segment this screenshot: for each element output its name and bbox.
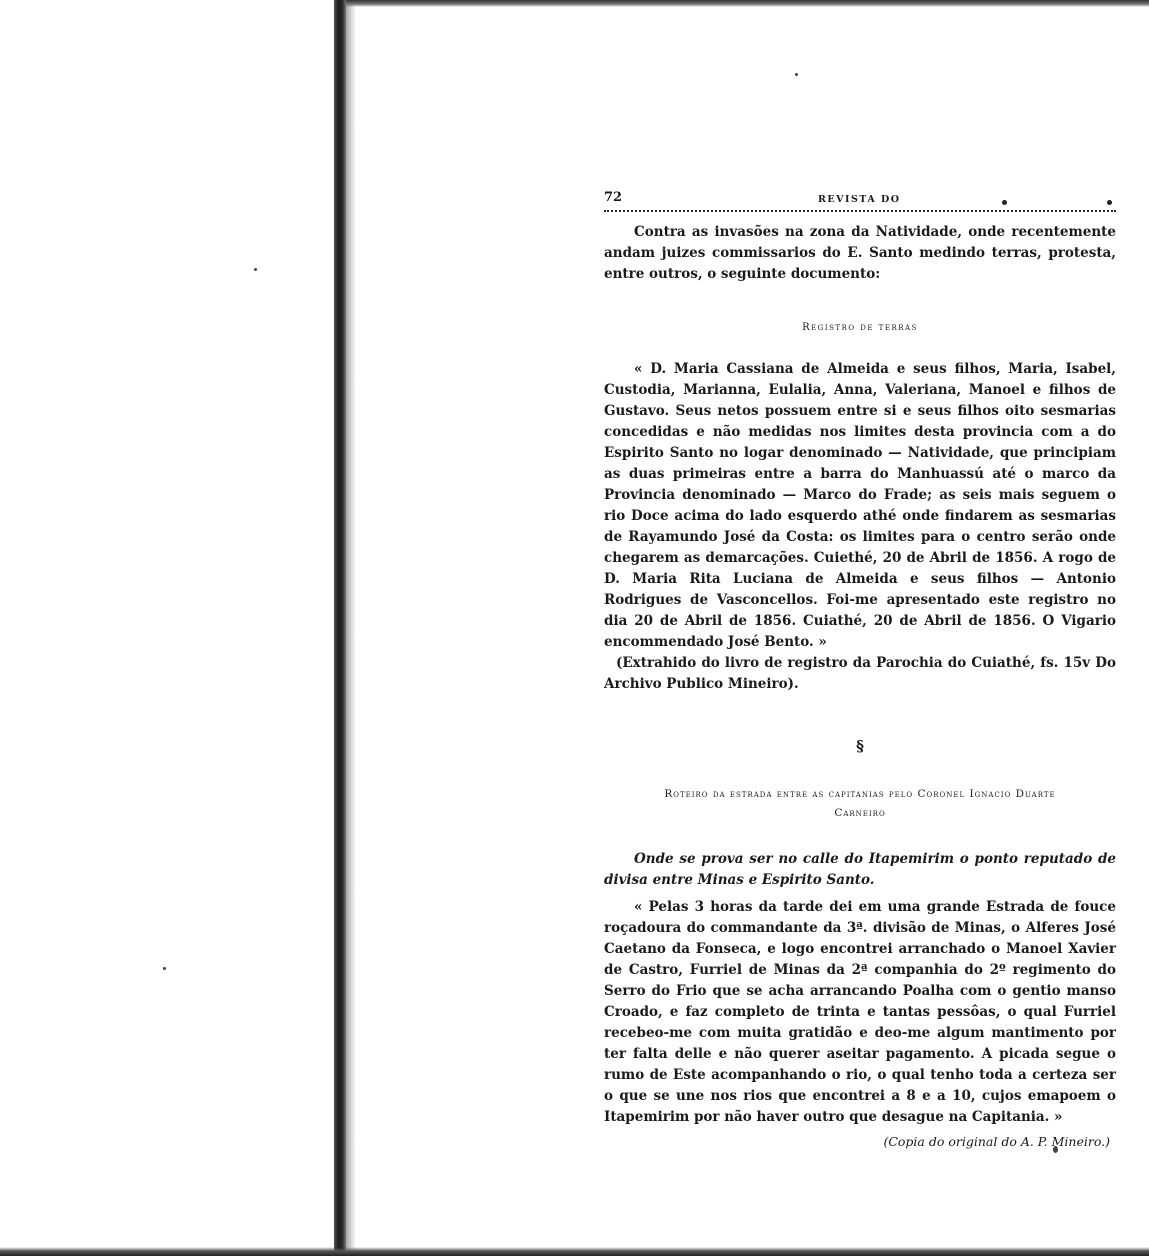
scan-gutter [334,0,346,1256]
header-ornament-dot [1107,200,1112,205]
scan-speck [163,967,166,970]
roteiro-title-line-1: Roteiro da estrada entre as capitanias pelo Coronel Ignacio Duarte [664,788,1056,800]
scan-speck [254,268,257,271]
page-bottom-edge [0,1247,1149,1256]
section-mark: § [856,737,864,755]
scan-speck [795,73,798,76]
page-number: 72 [604,190,623,205]
page-top-edge [346,0,1149,7]
registro-quote: « D. Maria Cassiana de Almeida e seus filhos, Maria, Isabel, Custodia, Marianna, Eulalia, Anna, Valeriana, Manoel e filhos de Gustavo. Seus netos possuem entre si e seus filhos oito sesmarias concedidas e não medidas nos limites desta provincia com a do Espirito Santo no logar denominado — Natividade, que principiam as duas primeiras entre a barra do Manhuassú até o marco da Provincia denominado — Marco do Frade; as seis mais seguem o rio Doce acima do lado esquerdo athé onde findarem as sesmarias de Rayamundo José da Costa: os limites para o centro serão onde chegarem as demarcações. Cuiethé, 20 de Abril de 1856. A rogo de D. Maria Rita Luciana de Almeida e seus filhos — Antonio Rodrigues de Vasconcellos. Foi-me apresentado este registro no dia 20 de Abril de 1856. Cuiathé, 20 de Abril de 1856. O Vigario encommendado José Bento. » [604,361,1116,650]
roteiro-copy-note: (Copia do original do A. P. Mineiro.) [883,1134,1110,1149]
registro-source-note: (Extrahido do livro de registro da Parochia do Cuiathé, fs. 15v Do Archivo Publico Mineiro). [604,655,1116,692]
intro-paragraph: Contra as invasões na zona da Natividade, onde recentemente andam juizes commissarios do E. Santo medindo terras, protesta, entre outros, o seguinte documento: [604,224,1116,282]
document-page [604,186,1116,1149]
header-ornament-dot [1002,200,1007,205]
roteiro-title [604,785,1116,823]
registro-title: Registro de terras [802,322,918,333]
gutter-shadow [346,0,356,1256]
roteiro-title-line-2: Carneiro [834,807,886,819]
roteiro-narrative: « Pelas 3 horas da tarde dei em uma grande Estrada de fouce roçadoura do commandante da 3ª. divisão de Minas, o Alferes José Caetano da Fonseca, e logo encontrei arranchado o Manoel Xavier de Castro, Furriel de Minas da 2ª companhia do 2º regimento do Serro do Frio que se acha arrancando Poalha com o gentio manso Croado, e faz completo de trinta e tantas pessôas, o qual Furriel recebeo-me com muita gratidão e deo-me algum mantimento por ter falta delle e não querer aseitar pagamento. A picada segue o rumo de Este acompanhando o rio, o qual tenho toda a certeza ser o que se une nos rios que encontrei a 8 e a 10, cujos emapoem o Itapemirim por não haver outro que desague na Capitania. » [604,899,1116,1125]
roteiro-epigraph: Onde se prova ser no calle do Itapemirim o ponto reputado de divisa entre Minas e Espirito Santo. [604,851,1116,888]
running-header [604,186,1116,212]
journal-title: REVISTA DO [818,194,901,205]
